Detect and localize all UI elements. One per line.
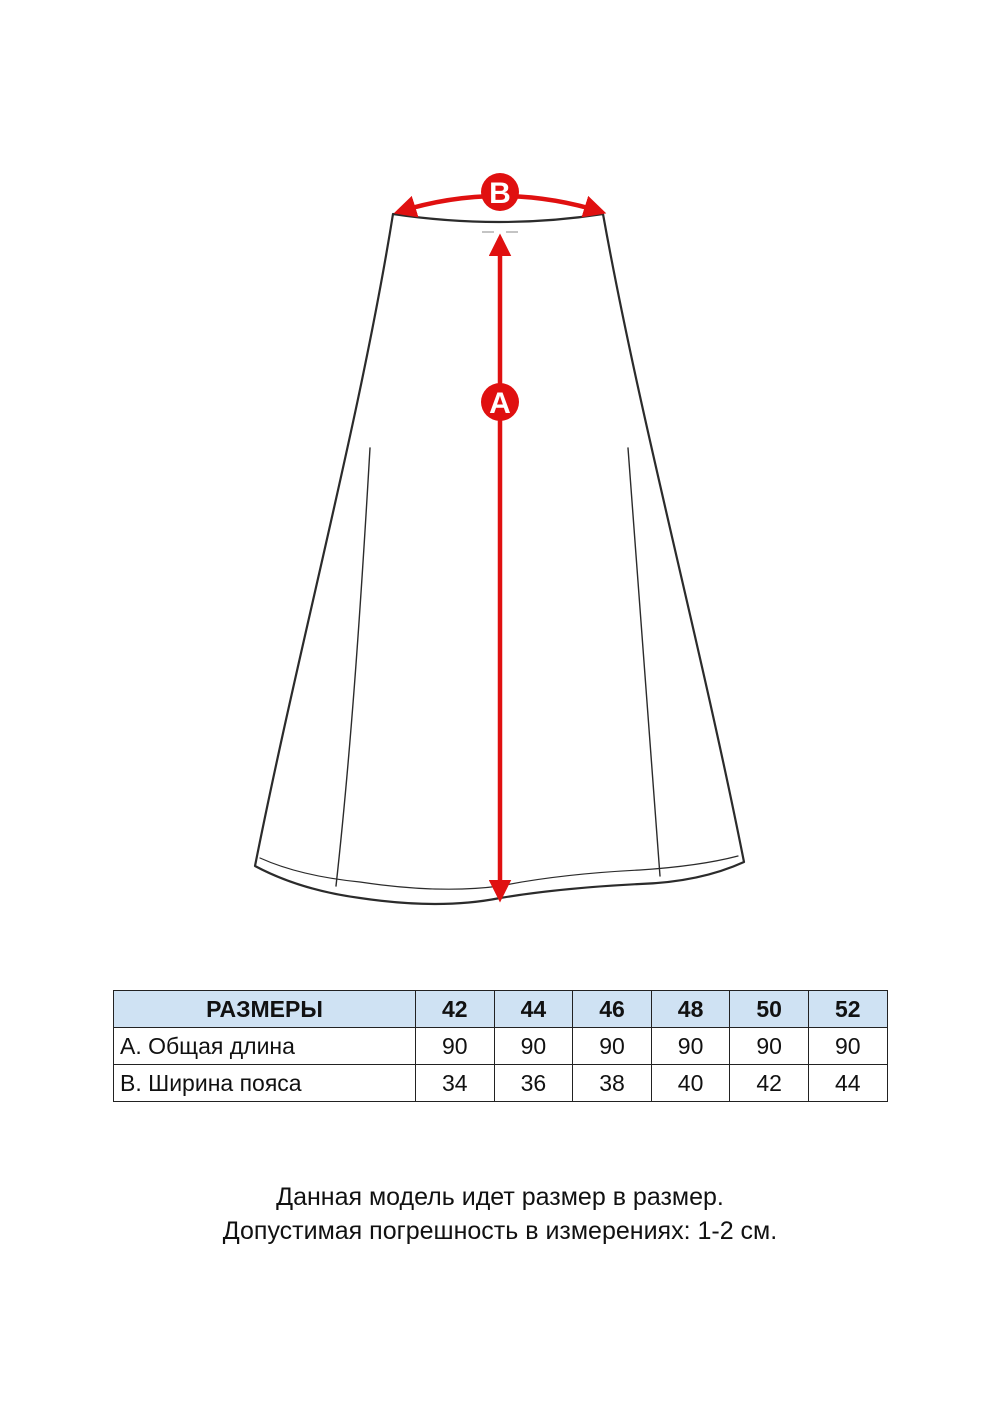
table-cell: 90 — [573, 1028, 652, 1065]
left-side-seam — [336, 448, 370, 886]
table-cell: 90 — [651, 1028, 730, 1065]
size-header: 50 — [730, 991, 809, 1028]
table-row-waist-width — [114, 1065, 888, 1102]
marker-a — [481, 383, 519, 421]
size-header: 52 — [808, 991, 887, 1028]
table-cell: 90 — [730, 1028, 809, 1065]
marker-b — [481, 173, 519, 211]
table-cell: 90 — [494, 1028, 573, 1065]
size-header: 44 — [494, 991, 573, 1028]
sizes-header: РАЗМЕРЫ — [114, 991, 416, 1028]
table-header-row — [114, 991, 888, 1028]
size-header: 48 — [651, 991, 730, 1028]
table-cell: 36 — [494, 1065, 573, 1102]
marker-a-letter: A — [489, 387, 511, 420]
table-cell: 34 — [416, 1065, 495, 1102]
table-cell: 42 — [730, 1065, 809, 1102]
table-cell: 38 — [573, 1065, 652, 1102]
size-header: 46 — [573, 991, 652, 1028]
right-side-seam — [628, 448, 660, 876]
size-header: 42 — [416, 991, 495, 1028]
marker-b-letter: B — [489, 177, 511, 210]
size-table — [113, 990, 888, 1102]
fit-note — [0, 1180, 1000, 1248]
table-cell: 90 — [416, 1028, 495, 1065]
fit-note-line-2: Допустимая погрешность в измерениях: 1-2 см. — [222, 1217, 778, 1245]
fit-note-line-1: Данная модель идет размер в размер. — [276, 1183, 724, 1211]
row-label: A. Общая длина — [114, 1028, 416, 1065]
row-label: B. Ширина пояса — [114, 1065, 416, 1102]
table-cell: 44 — [808, 1065, 887, 1102]
table-row-total-length — [114, 1028, 888, 1065]
table-cell: 40 — [651, 1065, 730, 1102]
table-cell: 90 — [808, 1028, 887, 1065]
